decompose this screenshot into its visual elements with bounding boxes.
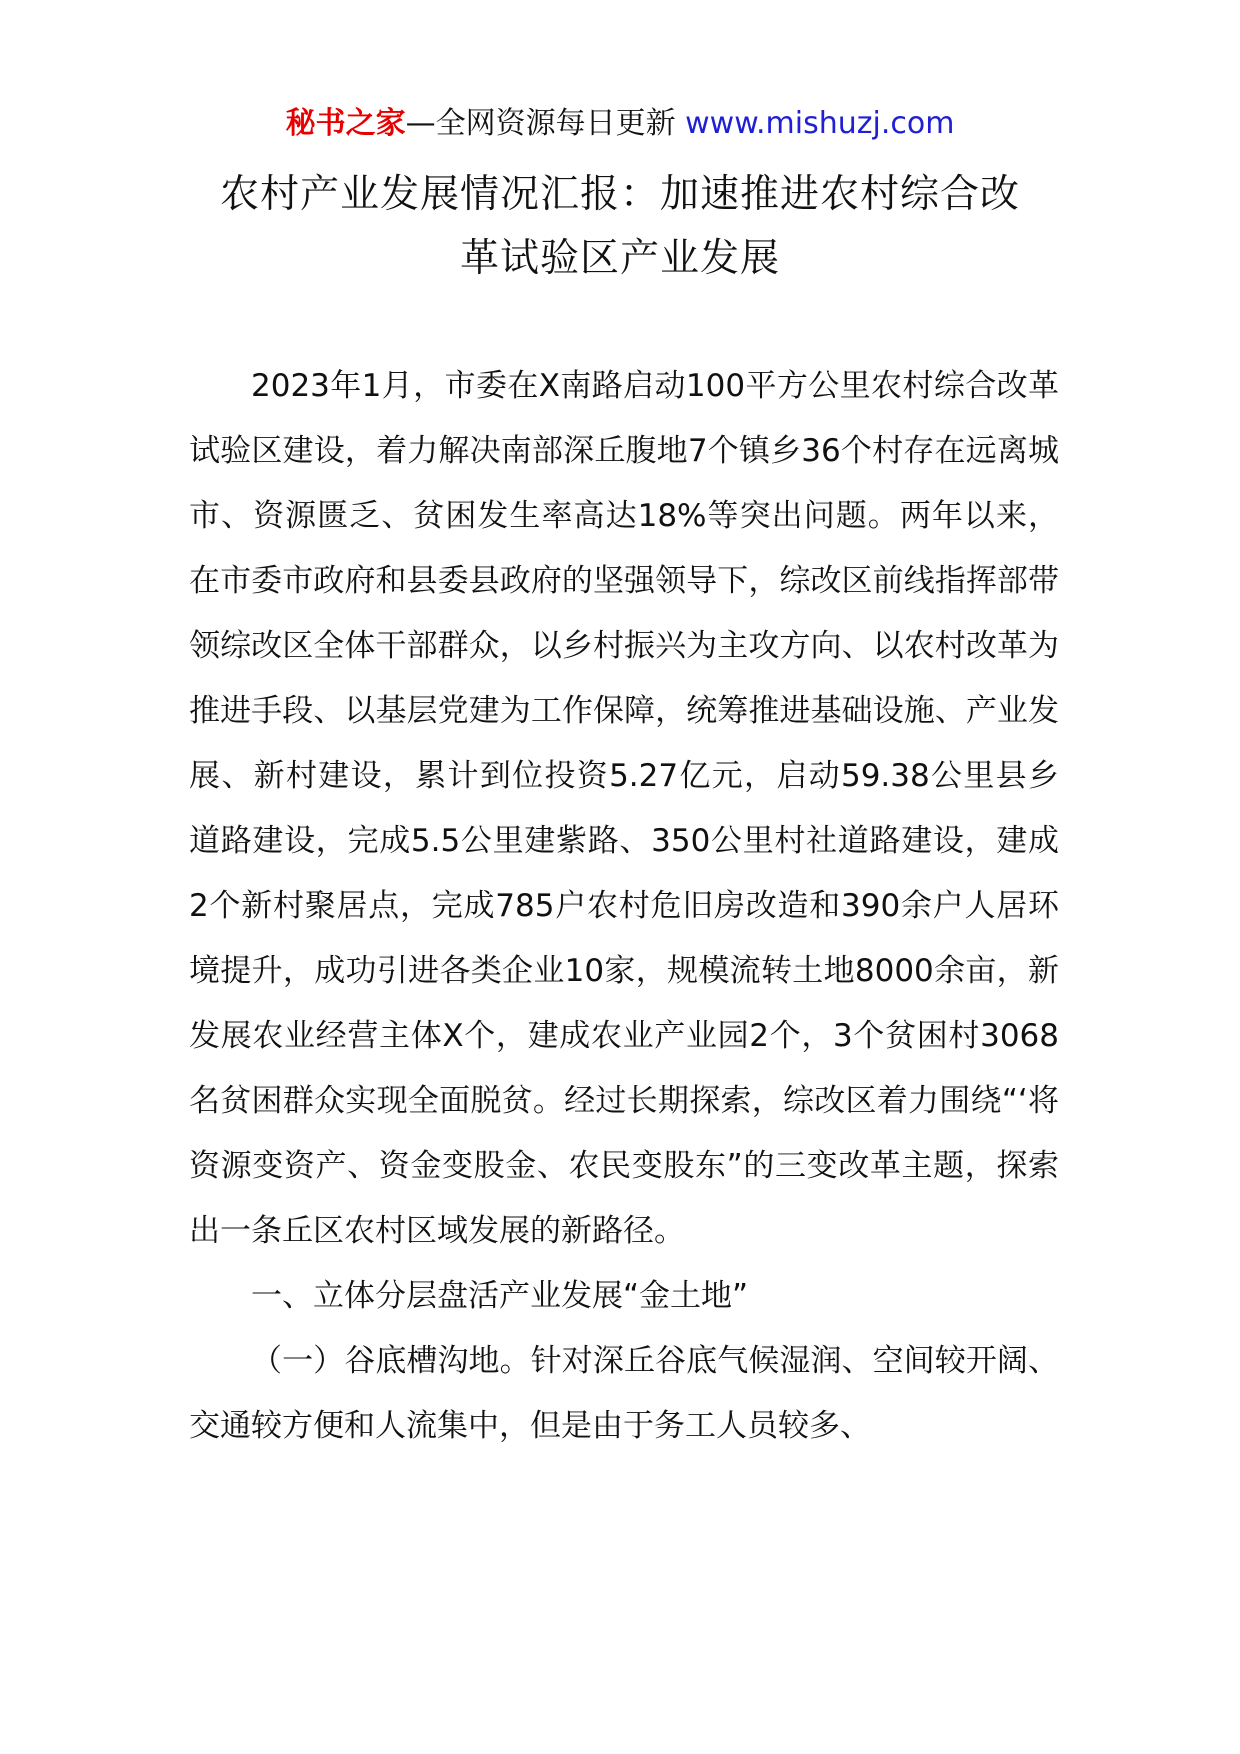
header-banner bbox=[0, 104, 1240, 144]
site-url-link[interactable]: www.mishuzj.com bbox=[685, 106, 955, 141]
header-slogan: —全网资源每日更新 bbox=[405, 106, 676, 141]
title-line-2: 革试验区产业发展 bbox=[459, 236, 780, 281]
subsection-paragraph: （一）谷底槽沟地。针对深丘谷底气候湿润、空间较开阔、交通较方便和人流集中，但是由于务工人员较多、 bbox=[189, 1343, 1059, 1444]
title-line-1: 农村产业发展情况汇报：加速推进农村综合改 bbox=[219, 172, 1020, 217]
document-title bbox=[150, 163, 1090, 291]
section-heading: 一、立体分层盘活产业发展“金土地” bbox=[251, 1278, 749, 1314]
intro-paragraph: 2023年1月，市委在X南路启动100平方公里农村综合改革试验区建设，着力解决南部深丘腹地7个镇乡36个村存在远离城市、资源匮乏、贫困发生率高达18%等突出问题。两年以来，在市委市政府和县委县政府的坚强领导下，综改区前线指挥部带领综改区全体干部群众，以乡村振兴为主攻方向、以农村改革为推进手段、以基层党建为工作保障，统筹推进基础设施、产业发展、新村建设，累计到位投资5.27亿元，启动59.38公里县乡道路建设，完成5.5公里建紫路、350公里村社道路建设，建成2个新村聚居点，完成785户农村危旧房改造和390余户人居环境提升，成功引进各类企业10家，规模流转土地8000余亩，新发展农业经营主体X个，建成农业产业园2个，3个贫困村3068名贫困群众实现全面脱贫。经过长期探索，综改区着力围绕“‘将资源变资产、资金变股金、农民变股东”的三变改革主题，探索出一条丘区农村区域发展的新路径。 bbox=[189, 368, 1059, 1249]
document-body bbox=[189, 354, 1059, 1459]
brand-name: 秘书之家 bbox=[285, 106, 406, 141]
